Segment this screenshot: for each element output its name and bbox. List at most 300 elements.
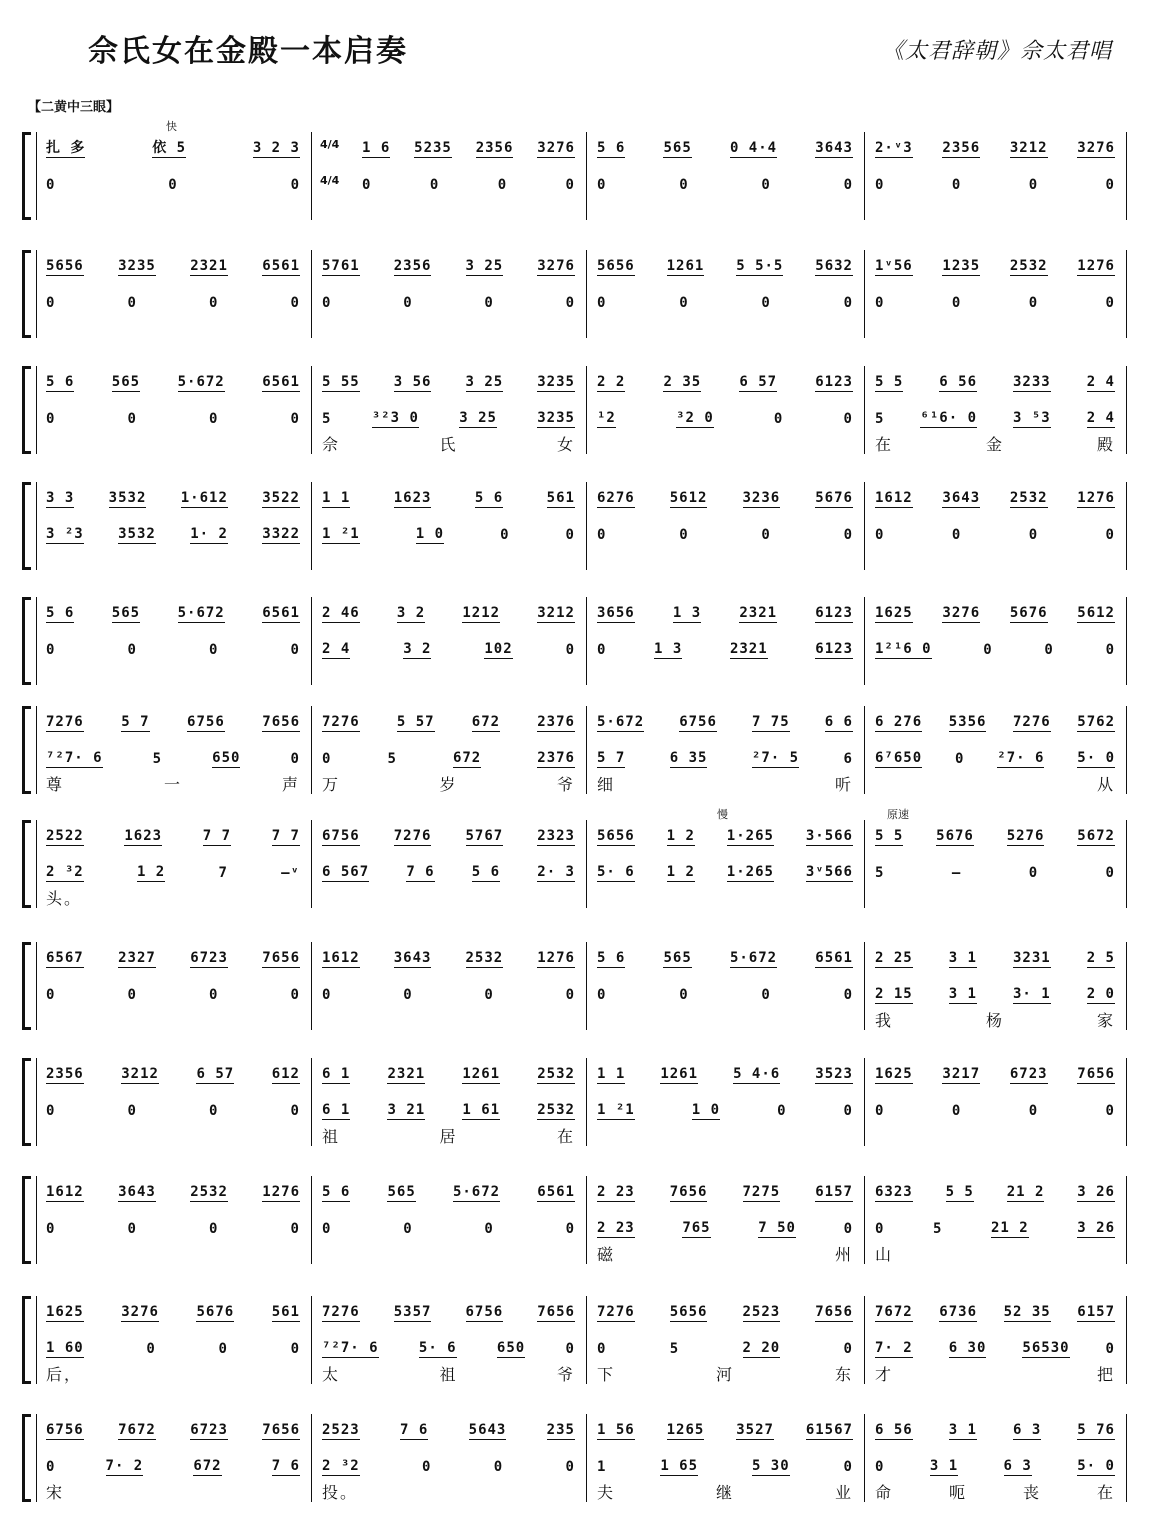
instrument-line — [46, 1180, 300, 1202]
beat: 0 — [500, 527, 510, 543]
beat: 6 6 — [824, 714, 853, 730]
beat: 0 — [290, 411, 300, 427]
beat: 2321 — [387, 1066, 426, 1082]
beat: 3 ⁵3 — [1012, 410, 1051, 426]
instrument-line — [597, 136, 853, 158]
beat: 3656 — [597, 605, 635, 621]
beat: 0 — [290, 1103, 300, 1119]
lyrics — [875, 432, 1115, 454]
vocal-line — [597, 290, 853, 312]
beat: 1·265 — [726, 864, 774, 880]
vocal-line — [46, 637, 300, 659]
beat: 2 2 — [597, 374, 626, 390]
beat: 0 — [1028, 295, 1039, 311]
instrument-line — [597, 1418, 853, 1440]
measure — [36, 820, 312, 908]
measure — [312, 1058, 587, 1146]
vocal-line — [46, 1098, 300, 1120]
beat: 0 — [761, 177, 771, 193]
beat: 6 30 — [948, 1340, 987, 1356]
beat: 3· 1 — [1012, 986, 1051, 1002]
beat: 0 — [403, 1221, 413, 1237]
tempo-mark: 慢 — [717, 808, 728, 821]
beat: 5 6 — [322, 1184, 351, 1200]
instrument-line — [597, 1062, 853, 1084]
beat: 650 — [212, 750, 241, 766]
beat: 5357 — [393, 1304, 432, 1320]
beat: 1 60 — [46, 1340, 84, 1356]
instrument-line — [875, 601, 1115, 623]
vocal-line — [322, 860, 575, 882]
measure — [587, 482, 865, 570]
beat: 7276 — [1013, 714, 1051, 730]
beat: 0 4·4 — [729, 140, 778, 156]
beat: 0 — [843, 411, 853, 427]
beat: 2 15 — [875, 986, 913, 1002]
beat: 612 — [271, 1066, 300, 1082]
lyric-char: 祖 — [439, 1365, 458, 1384]
beat: 5 6 — [46, 374, 75, 390]
lyric-char: 我 — [875, 1011, 894, 1030]
score-system — [22, 120, 1127, 220]
beat: 2532 — [537, 1066, 575, 1082]
beat: 0 — [322, 1221, 332, 1237]
beat: 0 — [209, 411, 219, 427]
measure — [312, 250, 587, 338]
beat: 0 — [127, 1221, 137, 1237]
vocal-line — [46, 1216, 300, 1238]
beat: 7275 — [742, 1184, 781, 1200]
instrument-line — [597, 824, 853, 846]
instrument-line — [362, 136, 575, 158]
beat: 3643 — [118, 1184, 156, 1200]
beat: 3212 — [1009, 140, 1048, 156]
lyrics — [322, 772, 575, 794]
lyrics — [46, 1480, 300, 1502]
lyrics — [597, 772, 853, 794]
measure — [36, 706, 312, 794]
vocal-line — [597, 172, 853, 194]
measure — [36, 120, 312, 220]
beat: 2356 — [393, 258, 432, 274]
beat: 5· 6 — [418, 1340, 457, 1356]
lyric-char: 祖 — [322, 1127, 341, 1146]
measure — [587, 1058, 865, 1146]
lyrics — [46, 772, 300, 794]
instrument-line — [46, 370, 300, 392]
lyric-char: 殿 — [1096, 435, 1115, 454]
beat: 3 25 — [465, 374, 504, 390]
beat: 3643 — [942, 490, 981, 506]
beat: 0 — [843, 1221, 853, 1237]
beat: 7 7 — [271, 828, 300, 844]
beat: 3 26 — [1077, 1184, 1115, 1200]
beat: 5 5 — [945, 1184, 974, 1200]
beat: 7656 — [1077, 1066, 1115, 1082]
beat: 0 — [875, 295, 885, 311]
beat: 1612 — [322, 950, 360, 966]
beat: 0 — [422, 1459, 432, 1475]
beat: 6561 — [262, 605, 300, 621]
measure — [312, 366, 587, 454]
beat: 7 7 — [202, 828, 232, 844]
beat: 5643 — [468, 1422, 507, 1438]
instrument-line — [875, 254, 1115, 276]
beat: 1 — [597, 1459, 607, 1475]
beat: 5 6 — [597, 140, 626, 156]
beat: 2323 — [537, 828, 575, 844]
measure — [36, 942, 312, 1030]
beat: 0 — [322, 295, 332, 311]
beat: 5676 — [936, 828, 974, 844]
beat: 0 — [565, 177, 575, 193]
lyrics — [597, 1242, 853, 1264]
beat: 扎 多 — [46, 140, 86, 156]
beat: 5767 — [465, 828, 504, 844]
score-system — [22, 706, 1127, 794]
beat: 1 3 — [654, 641, 683, 657]
tempo-mark: 快 — [166, 120, 177, 133]
beat: 6756 — [465, 1304, 504, 1320]
instrument-line — [46, 946, 300, 968]
instrument-line — [597, 370, 853, 392]
beat: 2321 — [190, 258, 228, 274]
beat: 6567 — [46, 950, 84, 966]
vocal-line — [597, 637, 853, 659]
beat: 6561 — [815, 950, 853, 966]
system-lbrack — [22, 250, 31, 338]
beat: 2 46 — [322, 605, 360, 621]
beat: 1276 — [537, 950, 575, 966]
beat: 0 — [46, 177, 56, 193]
beat: 6723 — [190, 1422, 228, 1438]
beat: 6 567 — [322, 864, 370, 880]
section-tag: 【二黄中三眼】 — [28, 100, 120, 115]
vocal-line — [875, 1098, 1115, 1120]
lyric-char: 把 — [1096, 1365, 1115, 1384]
beat: 1276 — [1077, 490, 1115, 506]
beat: ²7· 6 — [997, 750, 1045, 766]
beat: 7 — [218, 865, 228, 881]
beat: 1 ²1 — [597, 1102, 635, 1118]
beat: 21 2 — [1006, 1184, 1045, 1200]
lyric-char: 后， — [46, 1365, 83, 1384]
instrument-line — [875, 1418, 1115, 1440]
instrument-line — [322, 824, 575, 846]
beat: 672 — [471, 714, 501, 730]
beat: 5 — [875, 865, 885, 881]
beat: 0 — [290, 987, 300, 1003]
system-lbrack — [22, 482, 31, 570]
beat: 6561 — [262, 258, 300, 274]
lyrics — [322, 1124, 575, 1146]
measure — [36, 482, 312, 570]
instrument-line — [597, 254, 853, 276]
beat: 0 — [290, 177, 300, 193]
beat: 5·672 — [177, 374, 225, 390]
beat: 6 57 — [739, 374, 778, 390]
beat: 5656 — [46, 258, 84, 274]
lyric-char: 投。 — [322, 1483, 359, 1502]
beat: 5612 — [1077, 605, 1115, 621]
lyrics — [875, 1480, 1115, 1502]
vocal-line — [597, 1098, 853, 1120]
beat: 7 6 — [406, 864, 435, 880]
beat: 0 — [773, 411, 784, 427]
instrument-line — [322, 601, 575, 623]
measure — [36, 1296, 312, 1384]
instrument-line — [875, 710, 1115, 732]
beat: 6157 — [815, 1184, 853, 1200]
beat: 0 — [843, 987, 853, 1003]
beat: 3236 — [742, 490, 781, 506]
beat: 7656 — [815, 1304, 853, 1320]
beat: 0 — [565, 295, 575, 311]
beat: 3 ²3 — [46, 526, 84, 542]
beat: 3276 — [1077, 140, 1115, 156]
measure — [865, 1058, 1127, 1146]
beat: 0 — [484, 987, 494, 1003]
beat: 0 — [565, 1459, 575, 1475]
vocal-line — [597, 746, 853, 768]
beat: 0 — [46, 411, 56, 427]
beat: 0 — [875, 1459, 885, 1475]
beat: 5276 — [1006, 828, 1045, 844]
beat: 0 — [951, 177, 962, 193]
beat: 3527 — [736, 1422, 774, 1438]
beat: 3212 — [537, 605, 575, 621]
beat: 1 61 — [462, 1102, 501, 1118]
lyric-char: 居 — [439, 1127, 458, 1146]
lyrics — [322, 1362, 575, 1384]
beat: 2376 — [537, 750, 575, 766]
beat: 0 — [597, 642, 607, 658]
beat: 5676 — [815, 490, 853, 506]
beat: 5 7 — [121, 714, 150, 730]
beat: 3·566 — [805, 828, 853, 844]
beat: 0 — [761, 527, 771, 543]
vocal-line — [597, 982, 853, 1004]
lyric-char: 太 — [322, 1365, 341, 1384]
beat: 3212 — [121, 1066, 159, 1082]
lyric-char: 东 — [834, 1365, 853, 1384]
beat: 3233 — [1012, 374, 1051, 390]
beat: 0 — [597, 177, 607, 193]
beat: 6 56 — [939, 374, 977, 390]
beat: 2356 — [46, 1066, 84, 1082]
beat: 1 2 — [666, 828, 695, 844]
beat: 0 — [843, 1341, 853, 1357]
beat: 6 — [843, 751, 853, 767]
beat: 2321 — [729, 641, 768, 657]
beat: 5762 — [1077, 714, 1115, 730]
beat: —ᵛ — [281, 865, 300, 881]
beat: 3276 — [537, 258, 575, 274]
measure — [36, 1414, 312, 1502]
measure — [312, 706, 587, 794]
lyric-char: 业 — [834, 1483, 853, 1502]
measure — [865, 250, 1127, 338]
beat: 0 — [322, 751, 332, 767]
vocal-line — [322, 1216, 575, 1238]
vocal-line — [875, 860, 1115, 882]
instrument-line — [322, 254, 575, 276]
beat: 2376 — [537, 714, 575, 730]
beat: 3ᵛ566 — [805, 864, 853, 880]
vocal-line — [875, 290, 1115, 312]
score-system — [22, 1296, 1127, 1384]
lyric-char: 爷 — [556, 775, 575, 794]
beat: 5 55 — [322, 374, 360, 390]
beat: 7 50 — [758, 1220, 796, 1236]
vocal-line — [322, 406, 575, 428]
score-system — [22, 942, 1127, 1030]
beat: 1 ²1 — [322, 526, 360, 542]
beat: 2 4 — [1086, 410, 1115, 426]
beat: 3 25 — [465, 258, 504, 274]
beat: 0 — [679, 177, 689, 193]
beat: 5 6 — [471, 864, 501, 880]
beat: 6123 — [815, 605, 853, 621]
beat: 1 6 — [362, 140, 391, 156]
score-system — [22, 250, 1127, 338]
measure — [587, 1414, 865, 1502]
beat: 1625 — [875, 605, 913, 621]
beat: 2532 — [1009, 258, 1048, 274]
beat: 0 — [127, 411, 137, 427]
instrument-line — [322, 370, 575, 392]
beat: 6 276 — [875, 714, 923, 730]
beat: 6123 — [815, 374, 853, 390]
beat: 5 — [669, 1341, 680, 1357]
beat: 0 — [1105, 865, 1115, 881]
beat: 3217 — [942, 1066, 981, 1082]
beat: 1 1 — [322, 490, 351, 506]
instrument-line — [875, 824, 1115, 846]
instrument-line — [597, 1300, 853, 1322]
beat: 0 — [1105, 642, 1115, 658]
beat: 0 — [597, 295, 607, 311]
measure — [587, 706, 865, 794]
beat: 0 — [875, 527, 885, 543]
score-system — [22, 597, 1127, 685]
vocal-line — [597, 406, 853, 428]
beat: 0 — [209, 642, 219, 658]
score-source: 《太君辞朝》佘太君唱 — [881, 39, 1112, 64]
system-lbrack — [22, 1176, 31, 1264]
beat: 3276 — [942, 605, 981, 621]
vocal-line — [875, 1454, 1115, 1476]
beat: 0 — [168, 177, 178, 193]
beat: 5656 — [669, 1304, 708, 1320]
beat: 5 76 — [1077, 1422, 1115, 1438]
beat: 7656 — [262, 714, 300, 730]
vocal-line — [597, 860, 853, 882]
beat: 6⁷650 — [875, 750, 923, 766]
instrument-line — [597, 710, 853, 732]
system-lbrack — [22, 942, 31, 1030]
vocal-line — [362, 172, 575, 194]
beat: 7 75 — [751, 714, 790, 730]
beat: 5672 — [1077, 828, 1115, 844]
beat: 3276 — [121, 1304, 159, 1320]
beat: 3 3 — [46, 490, 75, 506]
beat: 61567 — [805, 1422, 853, 1438]
vocal-line — [875, 746, 1115, 768]
beat: 3231 — [1012, 950, 1051, 966]
measure — [865, 942, 1127, 1030]
beat: 1261 — [660, 1066, 699, 1082]
beat: 7 6 — [271, 1458, 300, 1474]
beat: 1612 — [875, 490, 913, 506]
instrument-line — [46, 1300, 300, 1322]
beat: 3276 — [537, 140, 575, 156]
beat: 6123 — [815, 641, 853, 657]
vocal-line — [46, 860, 300, 882]
instrument-line — [875, 486, 1115, 508]
beat: 7656 — [262, 1422, 300, 1438]
lyrics — [322, 1480, 575, 1502]
beat: 1 0 — [415, 526, 445, 542]
beat: 0 — [679, 295, 689, 311]
beat: 3235 — [537, 374, 575, 390]
beat: 6323 — [875, 1184, 913, 1200]
lyric-char: 头。 — [46, 889, 83, 908]
beat: 3 2 3 — [252, 140, 300, 156]
system-lbrack — [22, 820, 31, 908]
vocal-line — [322, 290, 575, 312]
system-lbrack — [22, 706, 31, 794]
measure — [865, 482, 1127, 570]
vocal-line — [875, 172, 1115, 194]
beat: 1 2 — [136, 864, 166, 880]
beat: 5 57 — [396, 714, 435, 730]
beat: 565 — [663, 140, 692, 156]
beat: 0 — [679, 527, 689, 543]
beat: 102 — [484, 641, 513, 657]
beat: 0 — [679, 987, 689, 1003]
beat: 0 — [429, 177, 440, 193]
beat: 2532 — [1009, 490, 1048, 506]
lyric-char: 一 — [163, 775, 182, 794]
beat: 765 — [682, 1220, 711, 1236]
beat: 1276 — [262, 1184, 300, 1200]
beat: 0 — [565, 1341, 575, 1357]
beat: 2 4 — [322, 641, 351, 657]
beat: 0 — [597, 527, 607, 543]
beat: 0 — [1028, 177, 1039, 193]
beat: 2 ³2 — [322, 1458, 360, 1474]
vocal-line — [597, 1216, 853, 1238]
measure — [865, 132, 1127, 220]
score-system — [22, 1058, 1127, 1146]
lyric-char: 命 — [875, 1483, 894, 1502]
beat: 5 5·5 — [736, 258, 784, 274]
beat: 0 — [875, 1103, 885, 1119]
beat: 6723 — [1009, 1066, 1048, 1082]
score-title: 佘氏女在金殿一本启奏 — [88, 34, 408, 69]
beat: 7656 — [262, 950, 300, 966]
beat: 6276 — [597, 490, 635, 506]
beat: 3 1 — [948, 950, 977, 966]
beat: 1 3 — [672, 605, 702, 621]
beat: 5 4·6 — [733, 1066, 781, 1082]
vocal-line — [322, 1098, 575, 1120]
instrument-line — [875, 1300, 1115, 1322]
beat: ¹2 — [597, 410, 616, 426]
beat: 1235 — [942, 258, 981, 274]
lyric-char: 氏 — [439, 435, 458, 454]
